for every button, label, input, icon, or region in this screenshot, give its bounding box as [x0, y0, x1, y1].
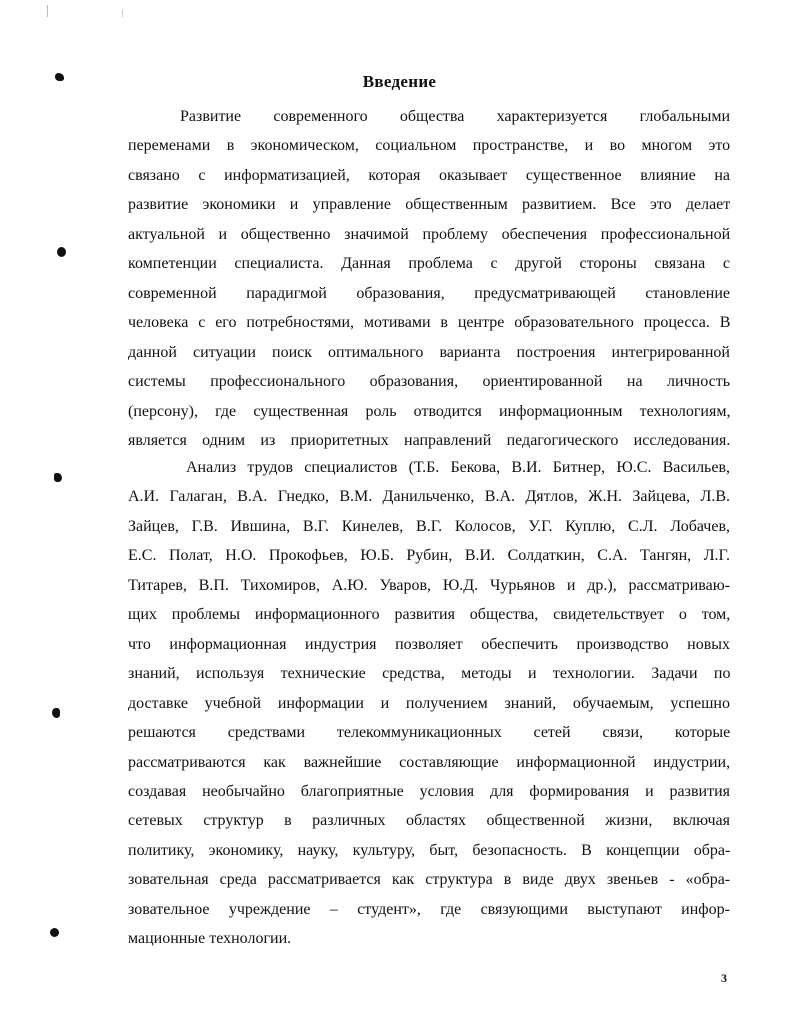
text-line: переменами в экономическом, социальном пространстве, и во многом это — [128, 137, 731, 155]
text-line: Титарев, В.П. Тихомиров, А.Ю. Уваров, Ю.Д. Чурьянов и др.), рассматриваю- — [128, 576, 730, 594]
text-line: доставке учебной информации и получением знаний, обучаемым, успешно — [128, 694, 730, 712]
text-line: знаний, используя технические средства, методы и технологии. Задачи по — [128, 665, 731, 683]
text-line: рассматриваются как важнейшие составляющие информационной индустрии, — [128, 753, 731, 771]
text-line: сетевых структур в различных областях общественной жизни, включая — [128, 812, 730, 830]
text-line: развитие экономики и управление общественным развитием. Все это делает — [128, 196, 731, 214]
text-line: зовательное учреждение – студент», где связующими выступают инфор- — [128, 900, 730, 918]
text-line: связано с информатизацией, которая оказывает существенное влияние на — [128, 166, 730, 184]
text-line: А.И. Галаган, В.А. Гнедко, В.М. Данильченко, В.А. Дятлов, Ж.Н. Зайцева, Л.В. — [128, 488, 730, 506]
binder-hole-mark — [50, 928, 59, 937]
text-line: актуальной и общественно значимой проблему обеспечения профессиональной — [128, 225, 731, 243]
paragraph-1 — [128, 102, 730, 455]
text-line: (персону), где существенная роль отводится информационным технологиям, — [128, 402, 731, 420]
text-line: системы профессионального образования, ориентированной на личность — [128, 373, 730, 391]
text-line: мационные технологии. — [128, 930, 292, 948]
text-line: Е.С. Полат, Н.О. Прокофьев, Ю.Б. Рубин, В.И. Солдаткин, С.А. Тангян, Л.Г. — [128, 547, 730, 565]
page-number: 3 — [721, 971, 727, 985]
text-line: данной ситуации поиск оптимального варианта построения интегрированной — [128, 343, 730, 361]
paragraph-2 — [128, 453, 730, 954]
text-line: Развитие современного общества характеризуется глобальными — [180, 108, 730, 125]
text-line: политику, экономику, науку, культуру, быт, безопасность. В концепции обра- — [128, 841, 731, 859]
text-line: зовательная среда рассматривается как структура в виде двух звеньев - «обра- — [128, 871, 731, 889]
page-title: Введение — [362, 72, 437, 91]
text-line: современной парадигмой образования, предусматривающей становление — [128, 284, 730, 302]
binder-hole-mark — [57, 247, 66, 257]
text-line: является одним из приоритетных направлений педагогического исследования. — [128, 431, 731, 449]
binder-hole-mark — [52, 708, 60, 718]
text-line: человека с его потребностями, мотивами в центре образовательного процесса. В — [128, 314, 731, 332]
scan-mark — [47, 5, 48, 17]
text-line: щих проблемы информационного развития общества, свидетельствует о том, — [128, 606, 731, 624]
text-line: Зайцев, Г.В. Ившина, В.Г. Кинелев, В.Г. Колосов, У.Г. Куплю, С.Л. Лобачев, — [128, 517, 730, 535]
text-line: компетенции специалиста. Данная проблема с другой стороны связана с — [128, 255, 730, 273]
text-line: создавая необычайно благоприятные условия для формирования и развития — [128, 782, 730, 800]
binder-hole-mark — [54, 473, 62, 482]
text-line: Анализ трудов специалистов (Т.Б. Бекова, В.И. Битнер, Ю.С. Васильев, — [186, 459, 730, 476]
text-line: решаются средствами телекоммуникационных сетей связи, которые — [128, 724, 731, 742]
scan-mark — [122, 9, 123, 17]
text-line: что информационная индустрия позволяет обеспечить производство новых — [128, 635, 730, 653]
